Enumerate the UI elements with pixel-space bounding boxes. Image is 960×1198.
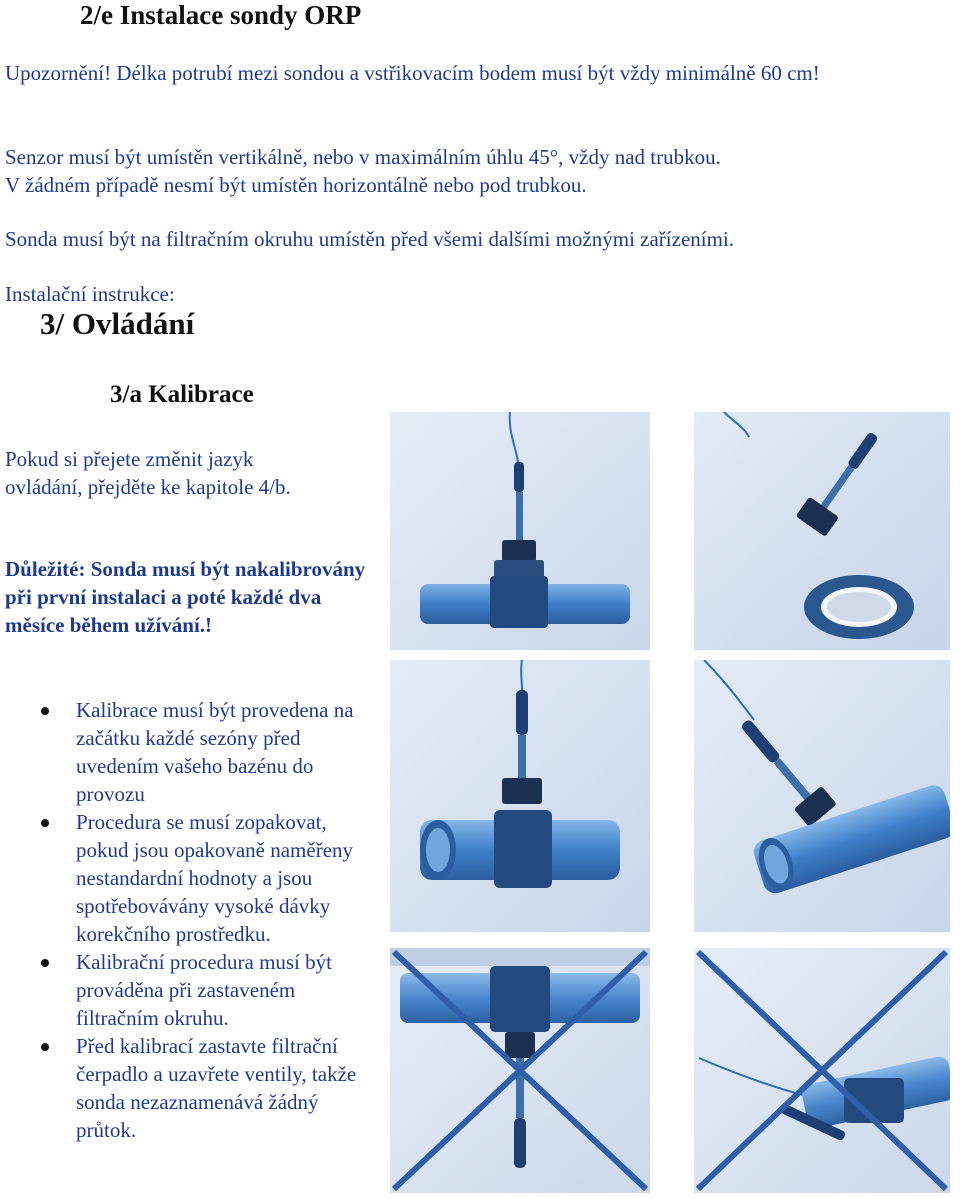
- section-heading-2e: 2/e Instalace sondy ORP: [80, 0, 362, 30]
- sensor-text-line-2: V žádném případě nesmí být umístěn horizontálně nebo pod trubkou.: [5, 173, 587, 197]
- bullet-dot: [41, 707, 49, 715]
- list-item: Před kalibrací zastavte filtrační čerpadlo a uzavřete ventily, takže sonda nezaznamenává žádný průtok.: [5, 1032, 380, 1144]
- photo-probe-vertical-closeup: [390, 660, 650, 932]
- calibration-bullet-list: [5, 696, 380, 1144]
- warning-text: Upozornění! Délka potrubí mezi sondou a vstřikovacím bodem musí být vždy minimálně 60 cm!: [5, 61, 820, 85]
- section-heading-3a: 3/a Kalibrace: [110, 381, 254, 408]
- bullet-dot: [41, 819, 49, 827]
- bullet-dot: [41, 1043, 49, 1051]
- list-item: Kalibrační procedura musí být prováděna při zastaveném filtračním okruhu.: [5, 948, 380, 1032]
- photo-probe-vertical-correct: [390, 412, 650, 650]
- section-heading-3: 3/ Ovládání: [40, 306, 195, 341]
- photo-probe-under-pipe-wrong: [694, 948, 950, 1193]
- important-calibration-text: Důležité: Sonda musí být nakalibrovány při první instalaci a poté každé dva měsíce během užívání.!: [5, 557, 366, 637]
- list-item: Kalibrace musí být provedena na začátku každé sezóny před uvedením vašeho bazénu do provozu: [5, 696, 380, 808]
- sensor-text-line-1: Senzor musí být umístěn vertikálně, nebo v maximálním úhlu 45°, vždy nad trubkou.: [5, 145, 721, 169]
- photo-probe-horizontal-wrong: [390, 948, 650, 1193]
- sensor-orientation-text: [5, 143, 945, 199]
- list-item: Procedura se musí zopakovat, pokud jsou opakovaně naměřeny nestandardní hodnoty a jsou spotřebovávány vysoké dávky korekčního prostředku.: [5, 808, 380, 948]
- install-instructions-label: Instalační instrukce:: [5, 282, 175, 306]
- photo-probe-clamp: [694, 412, 950, 650]
- bullet-dot: [41, 959, 49, 967]
- photo-probe-angled-45: [694, 660, 950, 932]
- language-change-text: Pokud si přejete změnit jazyk ovládání, přejděte ke kapitole 4/b.: [5, 447, 291, 499]
- probe-position-text: Sonda musí být na filtračním okruhu umístěn před všemi dalšími možnými zařízeními.: [5, 227, 735, 251]
